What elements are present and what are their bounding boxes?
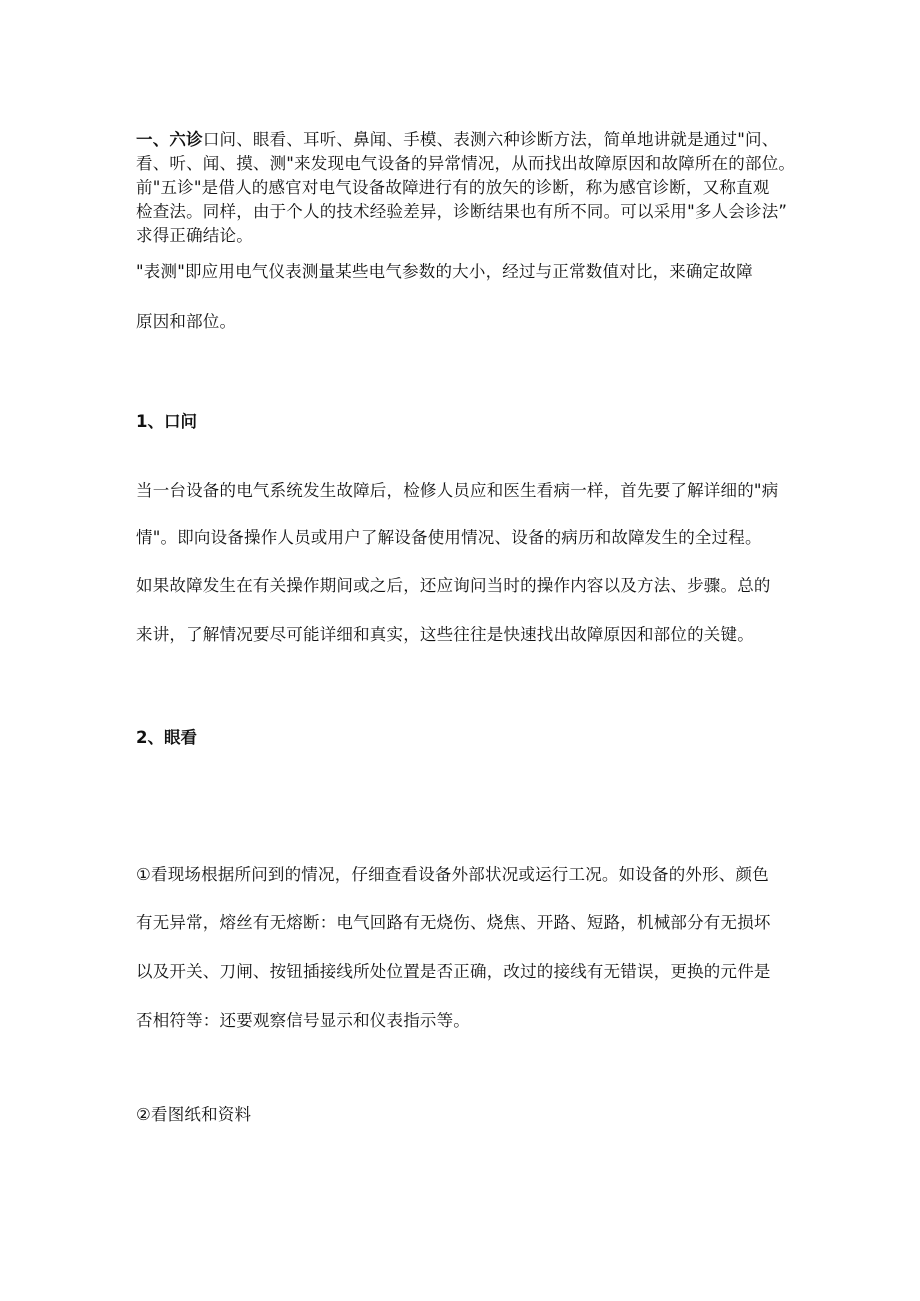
biaoce-line-1: "表测"即应用电气仪表测量某些电气参数的大小，经过与正常数值对比，来确定故障 — [136, 262, 753, 281]
section-heading-kouwen: 1、口问 — [136, 412, 197, 431]
intro-paragraph — [136, 128, 796, 248]
kouwen-line-4: 来讲，了解情况要尽可能详细和真实，这些往往是快速找出故障原因和部位的关键。 — [136, 625, 754, 644]
intro-line-1 — [136, 128, 796, 152]
kouwen-line-1: 当一台设备的电气系统发生故障后，检修人员应和医生看病一样，首先要了解详细的"病 — [136, 481, 779, 500]
intro-line-2: 看、听、闻、摸、测"来发现电气设备的异常情况，从而找出故障原因和故障所在的部位。 — [136, 154, 796, 173]
intro-lead-bold: 一、六诊 — [136, 130, 203, 149]
intro-line-5: 求得正确结论。 — [136, 226, 253, 245]
yankan-item1-line-4: 否相符等：还要观察信号显示和仪表指示等。 — [136, 1011, 470, 1030]
yankan-item1-line-3: 以及开关、刀闸、按钮插接线所处位置是否正确，改过的接线有无错误，更换的元件是 — [136, 962, 771, 981]
kouwen-line-2: 情"。即向设备操作人员或用户了解设备使用情况、设备的病历和故障发生的全过程。 — [136, 528, 762, 547]
yankan-item2: ②看图纸和资料 — [136, 1105, 252, 1124]
yankan-item1-line-2: 有无异常，熔丝有无熔断：电气回路有无烧伤、烧焦、开路、短路，机械部分有无损坏 — [136, 913, 771, 932]
intro-line-1-rest: 口问、眼看、耳听、鼻闻、手模、表测六种诊断方法，简单地讲就是通过"问、 — [202, 130, 779, 149]
section-heading-yankan: 2、眼看 — [136, 728, 197, 747]
intro-line-4: 检查法。同样，由于个人的技术经验差异，诊断结果也有所不同。可以采用"多人会诊法” — [136, 202, 788, 221]
yankan-item1-line-1: ①看现场根据所问到的情况，仔细查看设备外部状况或运行工况。如设备的外形、颜色 — [136, 865, 769, 884]
intro-line-3: 前"五诊"是借人的感官对电气设备故障进行有的放矢的诊断，称为感官诊断，又称直观 — [136, 178, 770, 197]
biaoce-line-2: 原因和部位。 — [136, 312, 237, 331]
kouwen-line-3: 如果故障发生在有关操作期间或之后，还应询问当时的操作内容以及方法、步骤。总的 — [136, 576, 771, 595]
